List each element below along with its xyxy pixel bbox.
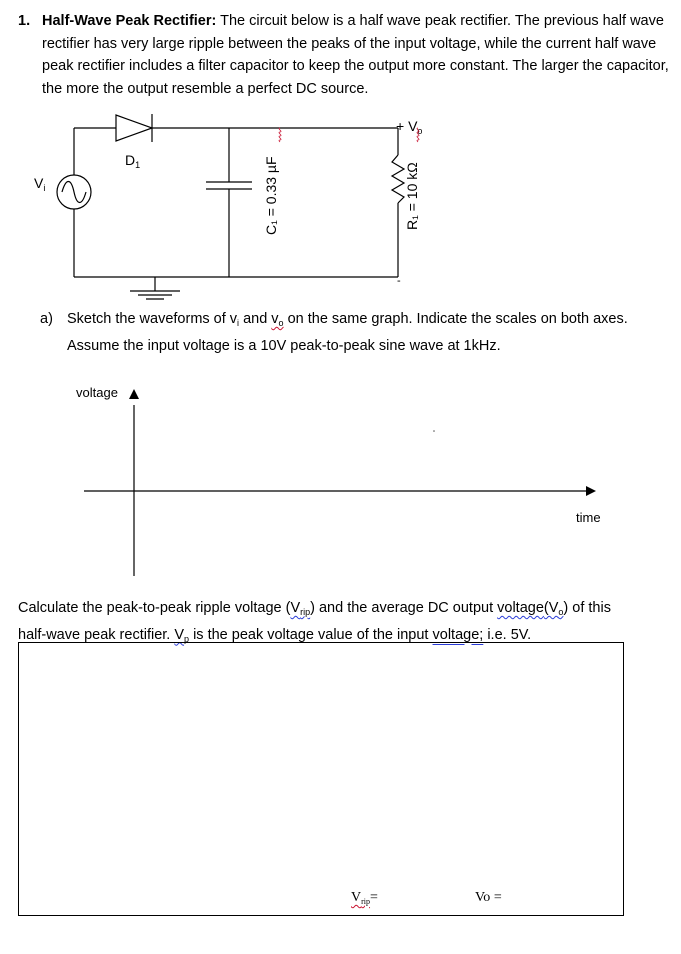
answer-box[interactable] (18, 642, 624, 916)
y-axis-arrowhead (129, 389, 139, 399)
x-axis-label: time (576, 510, 601, 525)
calc-line1-mid: ) and the average DC output (310, 600, 498, 616)
part-a-line1-pre: Sketch the waveforms of v (67, 311, 238, 327)
output-plus-label: + $V_o$ (396, 118, 423, 136)
spellcheck-squiggle-cap (279, 128, 281, 142)
rectifier-circuit-diagram (0, 0, 681, 310)
vo-answer-label: Vo = (475, 890, 502, 905)
calc-line2-pre: half-wave peak rectifier. (18, 626, 175, 643)
vrip-answer-label: $V_{rip}=$ (351, 890, 378, 906)
resistor-zigzag (392, 155, 404, 203)
part-a-line1-mid: and (239, 311, 272, 327)
vo-symbol: $v_o$ (271, 311, 284, 328)
question-number: 1. (18, 13, 31, 29)
stray-dot (433, 430, 435, 432)
diode-label: $D_1$ (125, 152, 141, 170)
question-description: The circuit below is a half wave peak rectifier. The previous half wave rectifier has very large ripple between the peaks of the input voltage, while the current half wave peak rectifier includes a filter capacitor to keep the output more constant. The larger the capacitor, the more the output resemble a perfect DC source. (42, 13, 669, 97)
input-voltage-label: $V_i$ (34, 175, 46, 193)
sketch-graph (0, 375, 681, 585)
part-a-label: a) (40, 311, 53, 327)
calc-line2-mid: is the peak voltage value of the input (189, 626, 433, 643)
calc-line1-pre: Calculate the peak-to-peak ripple voltage ( (18, 600, 291, 616)
voltage-word: voltage; (432, 626, 484, 643)
part-a-line1-post: on the same graph. Indicate the scales on both axes. (283, 311, 628, 327)
part-a-line2: Assume the input voltage is a 10V peak-to-peak sine wave at 1kHz. (67, 337, 501, 354)
output-minus-label: - (397, 275, 401, 287)
vp-symbol: $V_p$ (174, 626, 190, 644)
calc-line1-post: ) of this (563, 600, 611, 616)
y-axis-label: voltage (76, 385, 118, 400)
capacitor-label: C₁ = 0.33 µF (263, 156, 279, 235)
voltage-vo-text: $voltage(V_o$ (497, 600, 564, 617)
vi-subscript: i (237, 318, 240, 328)
vrip-symbol: $V_{rip}$ (290, 600, 311, 617)
question-title: Half-Wave Peak Rectifier: (42, 13, 217, 29)
x-axis-arrowhead (586, 486, 596, 496)
resistor-label: R₁ = 10 kΩ (404, 162, 420, 230)
part-a-text (67, 308, 667, 357)
diode-triangle (116, 115, 152, 141)
source-sine (62, 182, 86, 203)
calc-line2-post: i.e. 5V. (483, 626, 532, 643)
